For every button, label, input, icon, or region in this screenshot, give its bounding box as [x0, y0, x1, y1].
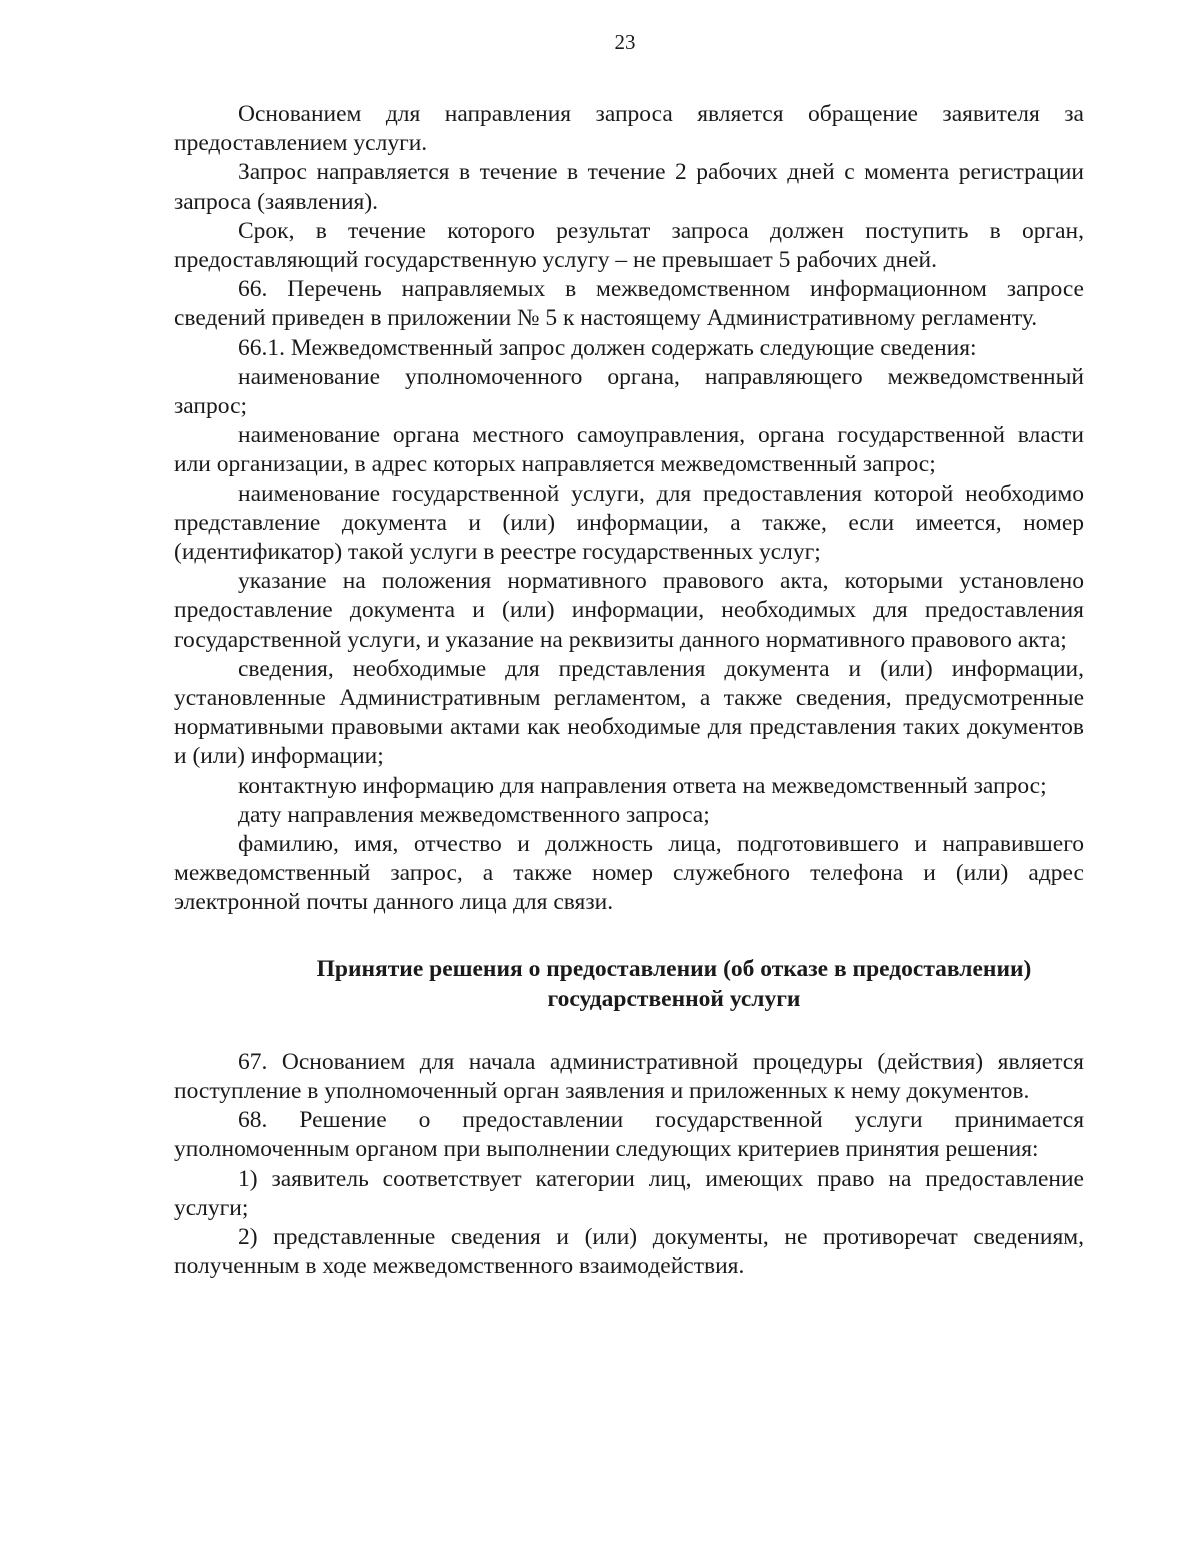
paragraph: 66.1. Межведомственный запрос должен содержать следующие сведения:: [238, 334, 977, 361]
section-heading: [174, 954, 1084, 1014]
paragraph: фамилию, имя, отчество и должность лица, подготовившего и направившего межведомственный запрос, а также номер служебного телефона и (или) адрес электронной почты данного лица для связи.: [174, 831, 1084, 916]
paragraph: 68. Решение о предоставлении государственной услуги принимается уполномоченным органом при выполнении следующих критериев принятия решения:: [174, 1107, 1084, 1163]
paragraph: 67. Основанием для начала административной процедуры (действия) является поступление в уполномоченный орган заявления и приложенных к нему документов.: [174, 1048, 1084, 1104]
paragraph: 1) заявитель соответствует категории лиц, имеющих право на предоставление услуги;: [174, 1165, 1084, 1221]
paragraph: Срок, в течение которого результат запроса должен поступить в орган, предоставляющий государственную услугу – не превышает 5 рабочих дней.: [174, 217, 1084, 274]
page-number: 23: [614, 30, 636, 54]
section-heading-line-1: Принятие решения о предоставлении (об отказе в предоставлении): [316, 955, 1032, 982]
paragraph: сведения, необходимые для представления документа и (или) информации, установленные Административным регламентом, а также сведения, предусмотренные нормативными правовыми актами как необходимые для представления таких документов и (или) информации;: [174, 655, 1084, 770]
paragraph: контактную информацию для направления ответа на межведомственный запрос;: [238, 772, 1047, 799]
section-heading-line-2: государственной услуги: [547, 985, 801, 1012]
document-body: [174, 100, 1084, 1281]
paragraph: указание на положения нормативного правового акта, которыми установлено предоставление документа и (или) информации, необходимых для предоставления государственной услуги, и указание на реквизиты данного нормативного правового акта;: [174, 568, 1084, 653]
paragraph: 66. Перечень направляемых в межведомственном информационном запросе сведений приведен в приложении № 5 к настоящему Административному регламенту.: [174, 276, 1084, 332]
paragraph: наименование государственной услуги, для предоставления которой необходимо представление документа и (или) информации, а также, если имеется, номер (идентификатор) такой услуги в реестре государственных услуг;: [174, 480, 1084, 566]
paragraph: Запрос направляется в течение в течение 2 рабочих дней с момента регистрации запроса (заявления).: [174, 159, 1084, 215]
paragraph: наименование органа местного самоуправления, органа государственной власти или организации, в адрес которых направляется межведомственный запрос;: [174, 422, 1084, 478]
paragraph: дату направления межведомственного запроса;: [238, 801, 710, 828]
paragraph: Основанием для направления запроса является обращение заявителя за предоставлением услуги.: [174, 101, 1084, 157]
paragraph: 2) представленные сведения и (или) документы, не противоречат сведениям, полученным в ходе межведомственного взаимодействия.: [174, 1223, 1084, 1280]
paragraph: наименование уполномоченного органа, направляющего межведомственный запрос;: [174, 363, 1084, 420]
